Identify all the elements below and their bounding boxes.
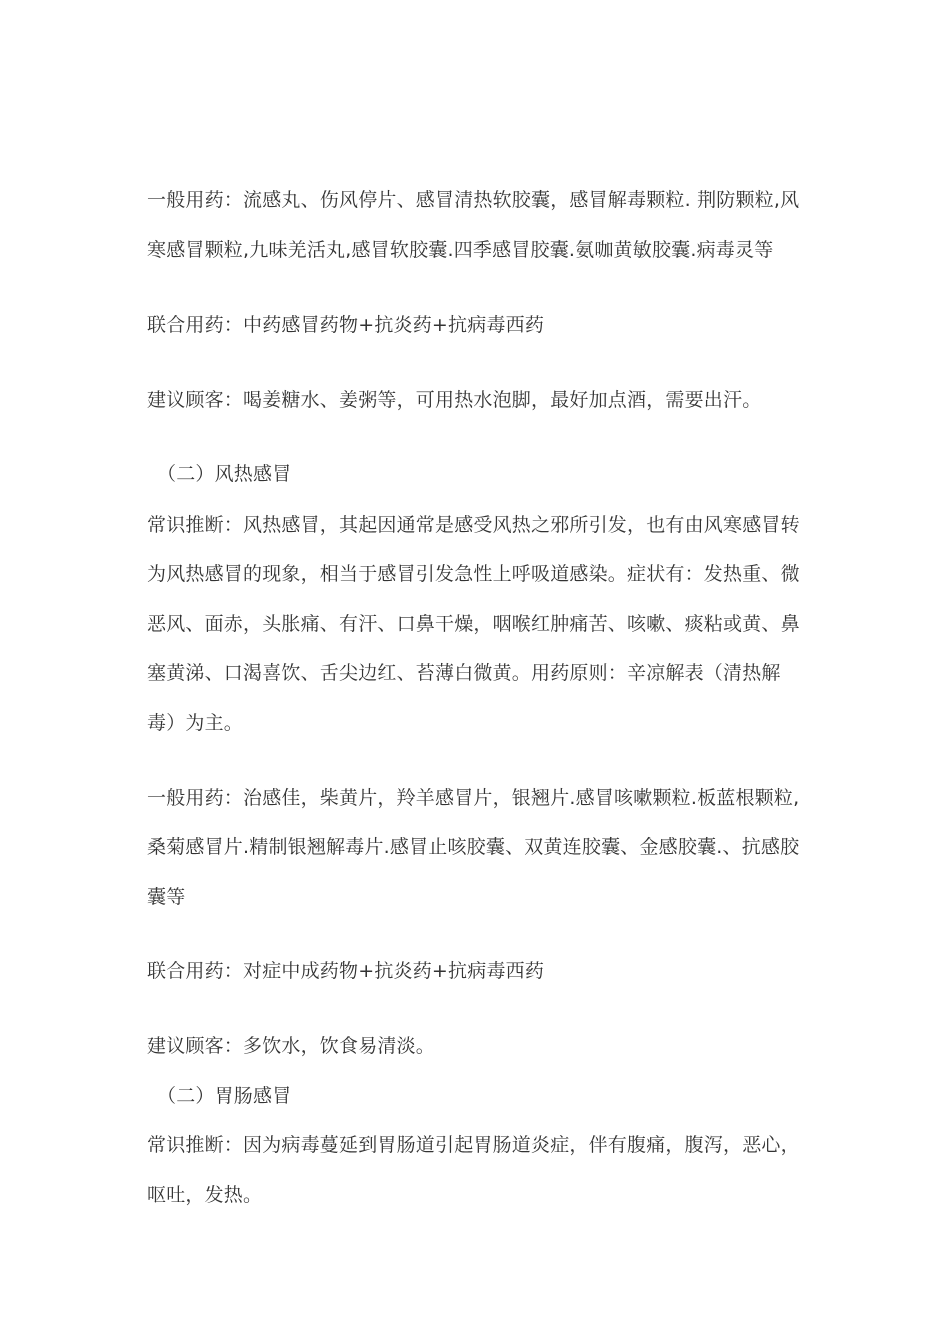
- section-heading-wind-heat-cold: （二）风热感冒: [157, 463, 292, 485]
- gastro-common-sense-line-2: 呕吐，发热。: [147, 1184, 263, 1206]
- general-medication-2-line-2: 桑菊感冒片.精制银翘解毒片.感冒止咳胶囊、双黄连胶囊、金感胶囊.、抗感胶: [147, 836, 800, 858]
- general-medication-2-line-3: 囊等: [147, 886, 186, 908]
- general-medication-2-line-1: 一般用药：治感佳，柴黄片，羚羊感冒片，银翘片.感冒咳嗽颗粒.板蓝根颗粒,: [147, 787, 800, 809]
- customer-advice-2-line: 建议顾客：多饮水，饮食易清淡。: [147, 1035, 436, 1057]
- general-medication-line-2: 寒感冒颗粒,九味羌活丸,感冒软胶囊.四季感冒胶囊.氨咖黄敏胶囊.病毒灵等: [147, 239, 774, 261]
- customer-advice-line: 建议顾客：喝姜糖水、姜粥等，可用热水泡脚，最好加点酒，需要出汗。: [147, 389, 762, 411]
- gastro-common-sense-line-1: 常识推断：因为病毒蔓延到胃肠道引起胃肠道炎症，伴有腹痛，腹泻，恶心，: [147, 1134, 800, 1156]
- common-sense-line-5: 毒）为主。: [147, 712, 244, 734]
- common-sense-line-4: 塞黄涕、口渴喜饮、舌尖边红、苔薄白微黄。用药原则：辛凉解表（清热解: [147, 662, 781, 684]
- section-heading-gastro-cold: （二）胃肠感冒: [157, 1085, 292, 1107]
- common-sense-line-3: 恶风、面赤，头胀痛、有汗、口鼻干燥，咽喉红肿痛苦、咳嗽、痰粘或黄、鼻: [147, 613, 800, 635]
- common-sense-line-1: 常识推断：风热感冒，其起因通常是感受风热之邪所引发，也有由风寒感冒转: [147, 514, 800, 536]
- common-sense-line-2: 为风热感冒的现象，相当于感冒引发急性上呼吸道感染。症状有：发热重、微: [147, 563, 800, 585]
- combined-medication-2-line: 联合用药：对症中成药物+抗炎药+抗病毒西药: [147, 960, 545, 982]
- general-medication-line-1: 一般用药：流感丸、伤风停片、感冒清热软胶囊，感冒解毒颗粒. 荆防颗粒,风: [147, 189, 800, 211]
- combined-medication-line: 联合用药：中药感冒药物+抗炎药+抗病毒西药: [147, 314, 545, 336]
